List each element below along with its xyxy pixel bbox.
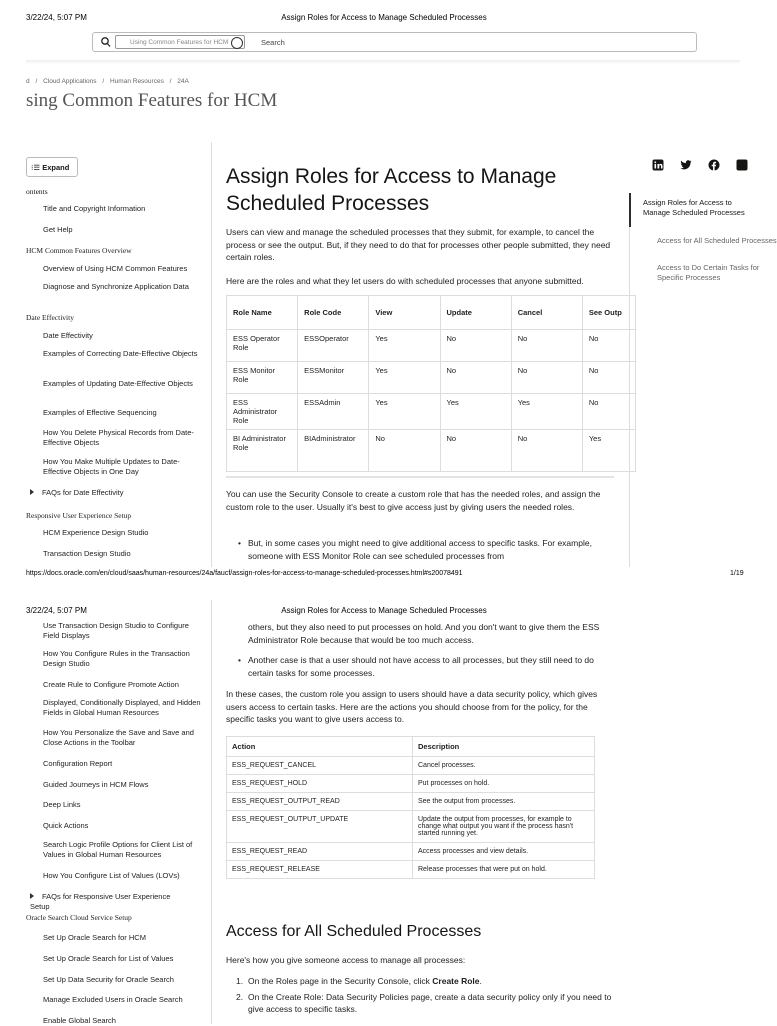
- sidebar-item-label: Manage Excluded Users in Oracle Search: [43, 995, 183, 1004]
- sidebar-item-label: Title and Copyright Information: [43, 204, 146, 213]
- table-cell: No: [440, 362, 511, 394]
- table-row: [227, 811, 595, 843]
- table-row: [227, 330, 636, 362]
- sidebar-item-label: Quick Actions: [43, 821, 89, 830]
- search-input[interactable]: Search: [261, 38, 285, 47]
- sidebar-item[interactable]: [43, 800, 203, 810]
- list-item: [236, 991, 612, 1016]
- sidebar-section-heading: [26, 246, 132, 255]
- sidebar-item[interactable]: [43, 649, 203, 669]
- sidebar-item-label: Responsive User Experience Setup: [26, 511, 132, 520]
- sidebar-item[interactable]: [43, 933, 203, 943]
- print-datetime: 3/22/24, 5:07 PM: [26, 606, 87, 615]
- linkedin-icon[interactable]: [652, 158, 665, 171]
- sidebar-item[interactable]: [43, 780, 203, 790]
- toc-active-indicator: [629, 193, 631, 227]
- expand-triangle-icon[interactable]: [30, 489, 34, 495]
- step-text: On the Roles page in the Security Console, click: [248, 976, 433, 986]
- sidebar-item[interactable]: [43, 428, 203, 448]
- print-title: Assign Roles for Access to Manage Scheduled Processes: [281, 13, 487, 22]
- table-cell: ESSOperator: [298, 330, 369, 362]
- sidebar-item[interactable]: [43, 728, 203, 748]
- sidebar-item-label: Set Up Data Security for Oracle Search: [43, 975, 174, 984]
- table-cell: Yes: [440, 394, 511, 430]
- search-icon[interactable]: [101, 36, 111, 51]
- ordered-list: [236, 975, 612, 1016]
- list-item: [236, 975, 612, 988]
- intro-paragraph: Users can view and manage the scheduled processes that they submit, for example, to cancel the process or see the output. But, if they need to do that for processes other people submitted, they need certain roles.: [226, 227, 611, 262]
- column-header: Action: [227, 737, 413, 757]
- table-cell: No: [511, 330, 582, 362]
- sidebar-item[interactable]: [43, 821, 203, 831]
- table-cell: ESS Administrator Role: [227, 394, 298, 430]
- bullet-continuation: others, but they also need to put processes on hold. And you don't want to give them the ESS Administrator Role because that would be too much access.: [248, 622, 600, 645]
- table-cell: ESSAdmin: [298, 394, 369, 430]
- sidebar-item-label: Date Effectivity: [43, 331, 93, 340]
- table-cell: ESS_REQUEST_RELEASE: [227, 861, 413, 879]
- table-cell: No: [511, 362, 582, 394]
- table-cell: Access processes and view details.: [413, 843, 595, 861]
- sidebar-item-label: Transaction Design Studio: [43, 549, 131, 558]
- breadcrumb: d / Cloud Applications / Human Resources / 24A: [26, 78, 189, 85]
- table-row: [227, 793, 595, 811]
- search-bar[interactable]: [92, 32, 697, 52]
- sidebar-item[interactable]: [43, 408, 203, 418]
- sidebar-item-label: How You Personalize the Save and Save and Close Actions in the Toolbar: [43, 728, 194, 747]
- sidebar-divider: [211, 142, 212, 567]
- column-header: Description: [413, 737, 595, 757]
- sidebar-item-label: Set Up Oracle Search for HCM: [43, 933, 146, 942]
- expand-label: Expand: [42, 163, 70, 172]
- sidebar-item[interactable]: [43, 995, 203, 1005]
- actions-table-container: [226, 736, 595, 879]
- sidebar-item-label: Displayed, Conditionally Displayed, and Hidden Fields in Global Human Resources: [43, 698, 201, 717]
- article-title-line: Assign Roles for Access to Manage: [226, 165, 557, 188]
- sidebar-item-label: FAQs for Responsive User Experience Setup: [30, 892, 171, 911]
- sidebar-section-heading: [26, 913, 132, 922]
- search-scope-chip[interactable]: [115, 35, 245, 49]
- table-cell: ESSMonitor: [298, 362, 369, 394]
- toc-rail: [629, 227, 630, 567]
- sidebar-item-label: How You Make Multiple Updates to Date-Effective Objects in One Day: [43, 457, 180, 476]
- sidebar-item[interactable]: [43, 621, 203, 641]
- sidebar-item[interactable]: [43, 225, 203, 235]
- expand-button[interactable]: [26, 157, 78, 177]
- custom-role-paragraph: You can use the Security Console to create a custom role that has the needed roles, and assign the custom role to the user. Usually it's best to give access just by giving users the needed roles.: [226, 489, 601, 512]
- tumblr-icon[interactable]: [736, 158, 742, 171]
- table-cell: ESS_REQUEST_OUTPUT_READ: [227, 793, 413, 811]
- table-cell: No: [511, 430, 582, 472]
- sidebar-item[interactable]: [43, 379, 203, 389]
- sidebar-item-label: How You Delete Physical Records from Date-Effective Objects: [43, 428, 194, 447]
- print-datetime: 3/22/24, 5:07 PM: [26, 13, 87, 22]
- sidebar-folder-item[interactable]: [30, 892, 190, 912]
- table-cell: No: [582, 330, 635, 362]
- sidebar-item-label: FAQs for Date Effectivity: [42, 488, 124, 497]
- sidebar-item[interactable]: [43, 1016, 203, 1026]
- header-shadow: [26, 60, 740, 64]
- table-cell: ESS_REQUEST_CANCEL: [227, 757, 413, 775]
- bullet: •: [238, 538, 241, 548]
- table-cell: Yes: [369, 362, 440, 394]
- section-heading: Access for All Scheduled Processes: [226, 923, 482, 940]
- sidebar-item[interactable]: [43, 954, 203, 964]
- search-scope-label: Using Common Features for HCM: [130, 39, 229, 46]
- article-title: [226, 163, 606, 217]
- article-title-line: Scheduled Processes: [226, 192, 430, 215]
- column-header: Update: [440, 296, 511, 330]
- table-row: [227, 861, 595, 879]
- expand-icon: ⁝☰: [31, 163, 41, 172]
- table-cell: Release processes that were put on hold.: [413, 861, 595, 879]
- table-row: [227, 757, 595, 775]
- list-item: [236, 654, 612, 679]
- bullet-text: But, in some cases you might need to give additional access to specific tasks. For example, someone with ESS Monitor Role can see scheduled processes from: [248, 538, 592, 561]
- table-cell: ESS Monitor Role: [227, 362, 298, 394]
- section-intro: Here's how you give someone access to manage all processes:: [226, 955, 466, 965]
- table-cell: Update the output from processes, for example to change what output you want if the process hasn't started running yet.: [413, 811, 595, 843]
- sidebar-item-label: How You Configure Rules in the Transaction Design Studio: [43, 649, 190, 668]
- list-number: 2.: [236, 991, 244, 1002]
- bullet-text: Another case is that a user should not have access to all processes, but they still need to do certain tasks for some processes.: [248, 655, 594, 678]
- sidebar-item[interactable]: [43, 264, 203, 274]
- sidebar-section-heading: [26, 511, 131, 520]
- sidebar-item-label: Examples of Effective Sequencing: [43, 408, 157, 417]
- expand-triangle-icon[interactable]: [30, 893, 34, 899]
- list-number: 1.: [236, 976, 244, 986]
- table-cell: ESS Operator Role: [227, 330, 298, 362]
- sidebar-item[interactable]: [43, 680, 203, 690]
- sidebar-item-label: Get Help: [43, 225, 73, 234]
- table-cell: Yes: [369, 330, 440, 362]
- book-title: sing Common Features for HCM: [26, 90, 278, 111]
- roles-table-container[interactable]: [226, 295, 622, 477]
- print-page-number: 1/19: [730, 570, 744, 577]
- table-cell: ESS_REQUEST_HOLD: [227, 775, 413, 793]
- facebook-icon[interactable]: [708, 158, 721, 171]
- toc-item-active[interactable]: Assign Roles for Access to Manage Scheduled Processes: [643, 198, 745, 217]
- sidebar-item-label: Guided Journeys in HCM Flows: [43, 780, 149, 789]
- sidebar-item[interactable]: [43, 759, 203, 769]
- twitter-icon[interactable]: [680, 158, 693, 171]
- table-row: [227, 843, 595, 861]
- sidebar-item-label: Enable Global Search: [43, 1016, 116, 1025]
- sidebar-section-heading: [26, 313, 74, 322]
- table-cell: No: [440, 430, 511, 472]
- column-header: Cancel: [511, 296, 582, 330]
- sidebar-item-label: Overview of Using HCM Common Features: [43, 264, 188, 273]
- table-cell: Yes: [582, 430, 635, 472]
- print-title: Assign Roles for Access to Manage Scheduled Processes: [281, 606, 487, 615]
- print-url: https://docs.oracle.com/en/cloud/saas/human-resources/24a/faucf/assign-roles-for-access-to-manage-scheduled-processes.html#s20078491: [26, 570, 463, 577]
- sidebar-folder-item[interactable]: [30, 488, 190, 498]
- table-cell: BI Administrator Role: [227, 430, 298, 472]
- sidebar-item-label: HCM Experience Design Studio: [43, 528, 149, 537]
- table-cell: Cancel processes.: [413, 757, 595, 775]
- roles-table: [226, 295, 636, 472]
- sidebar-item-label: Diagnose and Synchronize Application Data: [43, 282, 189, 291]
- sidebar-item-label: Examples of Correcting Date-Effective Objects: [43, 349, 198, 358]
- breadcrumb-item-hr[interactable]: Human Resources: [109, 78, 164, 85]
- column-header: Role Code: [298, 296, 369, 330]
- sidebar-divider: [211, 600, 212, 1024]
- sidebar-item[interactable]: [43, 331, 203, 341]
- sidebar-item-label: How You Configure List of Values (LOVs): [43, 871, 180, 880]
- step-text: .: [479, 976, 482, 986]
- sidebar-item[interactable]: [43, 975, 203, 985]
- sidebar-item-label: Deep Links: [43, 800, 81, 809]
- table-cell: No: [582, 362, 635, 394]
- sidebar-item[interactable]: [43, 282, 203, 292]
- policy-paragraph: In these cases, the custom role you assign to users should have a data security policy, which gives users access to certain tasks. Here are the actions you should choose from for the policy, for the specific tasks you want to give users access to.: [226, 689, 598, 724]
- toc-item[interactable]: Access for All Scheduled Processes: [657, 236, 777, 245]
- sidebar-item[interactable]: [43, 698, 203, 718]
- sidebar-item-label: Date Effectivity: [26, 313, 74, 322]
- sidebar-item[interactable]: [43, 204, 203, 214]
- sidebar-item-label: HCM Common Features Overview: [26, 246, 132, 255]
- table-cell: See the output from processes.: [413, 793, 595, 811]
- sidebar-item[interactable]: [43, 457, 203, 477]
- breadcrumb-item[interactable]: d: [26, 78, 30, 85]
- contents-label: ontents: [26, 187, 48, 196]
- table-cell: ESS_REQUEST_OUTPUT_UPDATE: [227, 811, 413, 843]
- table-row: [227, 775, 595, 793]
- table-cell: No: [582, 394, 635, 430]
- table-cell: Put processes on hold.: [413, 775, 595, 793]
- sidebar-item-label: Use Transaction Design Studio to Configure Field Displays: [43, 621, 189, 640]
- table-cell: Yes: [511, 394, 582, 430]
- table-cell: Yes: [369, 394, 440, 430]
- table-cell: BIAdministrator: [298, 430, 369, 472]
- table-row: [227, 430, 636, 472]
- sidebar-item[interactable]: [43, 349, 203, 359]
- sidebar-item[interactable]: [43, 549, 203, 559]
- breadcrumb-item-version[interactable]: 24A: [177, 78, 189, 85]
- roles-intro-paragraph: Here are the roles and what they let users do with scheduled processes that anyone submitted.: [226, 276, 584, 286]
- sidebar-item[interactable]: [43, 871, 203, 881]
- ui-term: Create Role: [432, 976, 480, 986]
- table-row: [227, 362, 636, 394]
- sidebar-item-label: Set Up Oracle Search for List of Values: [43, 954, 174, 963]
- table-cell: No: [369, 430, 440, 472]
- table-scrollbar[interactable]: [226, 476, 614, 478]
- table-cell: ESS_REQUEST_READ: [227, 843, 413, 861]
- bullet: •: [238, 655, 241, 665]
- step-text: On the Create Role: Data Security Policies page, create a data security policy only if you need to give access to specific tasks.: [248, 991, 612, 1014]
- sidebar-item[interactable]: [43, 528, 203, 538]
- toc-item[interactable]: Access to Do Certain Tasks for Specific Processes: [657, 263, 760, 282]
- table-cell: No: [440, 330, 511, 362]
- table-row: [227, 394, 636, 430]
- column-header: View: [369, 296, 440, 330]
- list-item: [236, 537, 612, 562]
- sidebar-item-label: Examples of Updating Date-Effective Objects: [43, 379, 193, 388]
- clear-scope-icon[interactable]: [231, 37, 243, 49]
- breadcrumb-item-cloud-apps[interactable]: Cloud Applications: [43, 78, 97, 85]
- sidebar-item-label: Configuration Report: [43, 759, 113, 768]
- sidebar-item-label: Create Rule to Configure Promote Action: [43, 680, 179, 689]
- sidebar-item-label: Oracle Search Cloud Service Setup: [26, 913, 132, 922]
- actions-table: [226, 736, 595, 879]
- sidebar-item[interactable]: [43, 840, 203, 860]
- column-header: Role Name: [227, 296, 298, 330]
- column-header: See Outp: [582, 296, 635, 330]
- sidebar-item-label: Search Logic Profile Options for Client List of Values in Global Human Resources: [43, 840, 193, 859]
